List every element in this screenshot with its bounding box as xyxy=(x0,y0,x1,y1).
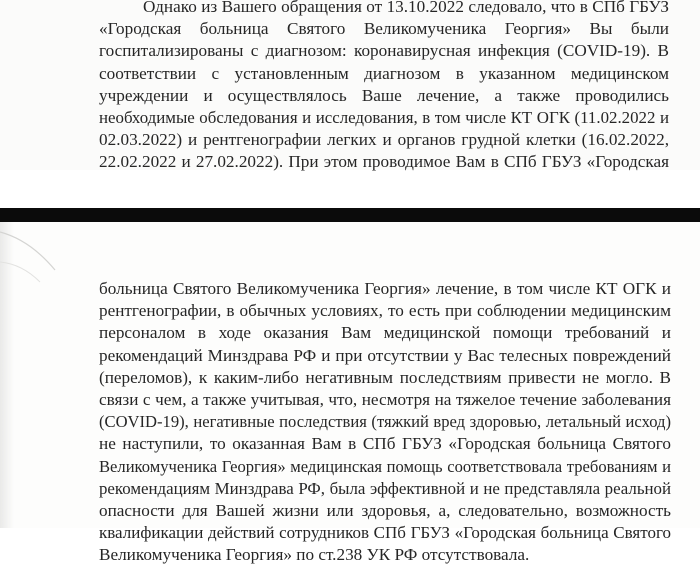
text-line: госпитализированы с диагнозом: коронавирусная инфекция (COVID-19). В xyxy=(99,41,669,61)
document-fragment-top xyxy=(0,0,700,170)
text-line: персоналом в ходе оказания Вам медицинской помощи требований и xyxy=(99,323,671,343)
text-line: больница Святого Великомученика Георгия» лечение, в том числе КТ ОГК и xyxy=(99,279,671,298)
text-line: рентгенографии, в обычных условиях, то есть при соблюдении медицинским xyxy=(99,301,671,321)
text-line: Однако из Вашего обращения от 13.10.2022 следовало, что в СПб ГБУЗ xyxy=(143,0,669,16)
paragraph-top xyxy=(99,0,669,174)
text-line: квалификации действий сотрудников СПб ГБУЗ «Городская больница Святого xyxy=(99,523,671,543)
text-line: рекомендаций Минздрава РФ и при отсутствии у Вас телесных повреждений xyxy=(99,345,671,365)
text-line: (COVID-19), негативные последствия (тяжкий вред здоровью, летальный исход) xyxy=(99,412,671,432)
text-line: (переломов), к каким-либо негативным последствиям привести не могло. В xyxy=(99,367,671,387)
paper-fold-mark xyxy=(0,222,80,342)
text-line: необходимые обследования и исследования, в том числе КТ ОГК (11.02.2022 и xyxy=(99,108,669,128)
text-line: 22.02.2022 и 27.02.2022). При этом проводимое Вам в СПб ГБУЗ «Городская xyxy=(99,152,669,172)
fragment-separator xyxy=(0,208,700,222)
text-line: рекомендациям Минздрава РФ, была эффективной и не представляла реальной xyxy=(99,478,671,498)
text-line: связи с чем, а также учитывая, что, несмотря на тяжелое течение заболевания xyxy=(99,390,671,410)
text-line: Великомученика Георгия» медицинская помощь соответствовала требованиям и xyxy=(99,456,671,476)
paragraph-bottom xyxy=(99,278,671,567)
text-line: 02.03.2022) и рентгенографии легких и органов грудной клетки (16.02.2022, xyxy=(99,130,669,150)
text-line: соответствии с установленным диагнозом в указанном медицинском xyxy=(99,63,669,83)
text-line: опасности для Вашей жизни или здоровья, а, следовательно, возможность xyxy=(99,501,671,521)
text-line: «Городская больница Святого Великомученика Георгия» Вы были xyxy=(99,19,669,39)
text-line: Великомученика Георгия» по ст.238 УК РФ отсутствовала. xyxy=(99,545,530,565)
text-line: не наступили, то оказанная Вам в СПб ГБУЗ «Городская больница Святого xyxy=(99,434,671,454)
document-fragment-bottom xyxy=(0,222,700,565)
text-line: учреждении и осуществлялось Ваше лечение, а также проводились xyxy=(99,85,669,105)
